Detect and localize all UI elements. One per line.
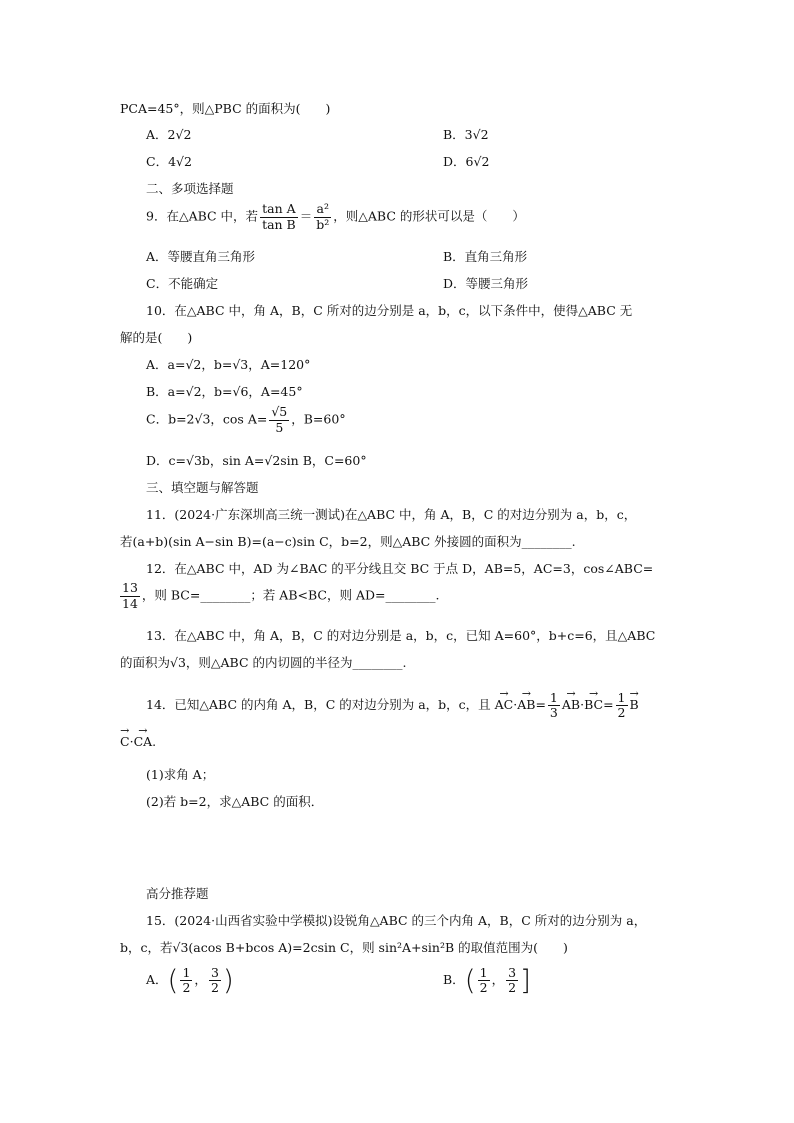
q10-option-c-numerator: √5 <box>271 404 288 419</box>
q10-option-b: B．a=√2，b=√6，A=45° <box>146 384 303 399</box>
q14-vector-ac: → AC <box>495 682 514 719</box>
q15-option-b <box>443 963 531 998</box>
q15-option-b-frac1-den: 2 <box>479 980 488 995</box>
q12-line2 <box>120 582 439 610</box>
q14-fraction-one-half <box>616 689 628 720</box>
q14-vector-ab: → AB <box>517 682 535 719</box>
q14-dot2: · <box>580 697 585 712</box>
q14-vector-c-part: → C <box>120 720 130 755</box>
q14-vector-bc: → BC <box>584 682 603 719</box>
section-title-fill-and-solve: 三、填空题与解答题 <box>146 480 259 495</box>
q12-line1: 12．在△ABC 中，AD 为∠BAC 的平分线且交 BC 于点 D，AB=5，AC=3，cos∠ABC= <box>146 561 654 576</box>
q8-option-a: A．2√2 <box>146 127 192 142</box>
q9-fraction-tan <box>260 203 298 231</box>
q15-option-a-frac1-den: 2 <box>182 980 191 995</box>
q15-option-b-left-bracket: ( <box>464 963 476 997</box>
q10-option-c-fraction <box>269 406 289 434</box>
q8-option-b: B．3√2 <box>443 127 489 142</box>
q9-option-d: D．等腰三角形 <box>443 276 529 291</box>
q13-line2: 的面积为√3，则△ABC 的内切圆的半径为________. <box>120 655 407 670</box>
q14-fraction-one-third <box>548 689 560 720</box>
q14-vector-ab-2: → AB <box>562 682 580 719</box>
q12-fraction <box>120 582 140 610</box>
q8-option-c: C．4√2 <box>146 154 192 169</box>
q14-line2 <box>120 720 156 755</box>
q15-option-b-frac2 <box>506 964 518 995</box>
q15-option-a-frac2 <box>209 964 221 995</box>
q10-option-c-prefix: C．b=2√3，cos A= <box>146 411 268 427</box>
q12-line2-text: ，则 BC=________；若 AB<BC，则 AD=________. <box>141 587 440 603</box>
q15-option-a-right-bracket: ) <box>222 963 234 997</box>
q14-prefix: 14．已知△ABC 的内角 A，B，C 的对边分别为 a，b，c，且 <box>146 697 491 712</box>
q14-frac2-numerator: 1 <box>617 689 626 705</box>
section-title-multiple-choice: 二、多项选择题 <box>146 181 234 196</box>
q14-vector-b-part: → B <box>630 682 639 719</box>
q14-dot1: · <box>513 697 518 712</box>
q15-line1: 15．(2024·山西省实验中学模拟)设锐角△ABC 的三个内角 A，B，C 所对的边分别为 a， <box>146 913 647 928</box>
q14-line1 <box>146 682 639 720</box>
q9-frac1-numerator: tan A <box>260 203 298 218</box>
q12-frac-denominator: 14 <box>122 595 138 611</box>
q15-option-b-sep: ， <box>491 972 505 987</box>
q15-option-a-frac2-num: 3 <box>210 964 219 980</box>
q10-option-a: A．a=√2，b=√3，A=120° <box>146 357 311 372</box>
q9-equals: ＝ <box>299 208 313 224</box>
q9-fraction-sides <box>314 203 331 231</box>
q9-option-b: B．直角三角形 <box>443 249 528 264</box>
q8-option-d: D．6√2 <box>443 154 490 169</box>
q9-prefix: 9．在△ABC 中，若 <box>146 208 259 224</box>
q10-option-c <box>146 406 346 434</box>
q15-option-a-frac1-num: 1 <box>182 964 191 980</box>
q12-frac-numerator: 13 <box>122 580 138 595</box>
q9-option-c: C．不能确定 <box>146 276 219 291</box>
q9-frac2-denominator: b² <box>316 216 330 232</box>
q15-option-a-label: A． <box>146 972 168 987</box>
q10-stem-line2: 解的是( ) <box>120 330 193 345</box>
q14-equals1: = <box>535 697 546 712</box>
q15-option-a-frac2-den: 2 <box>210 980 219 995</box>
q10-stem-line1: 10．在△ABC 中，角 A，B，C 所对的边分别是 a，b，c，以下条件中，使得△ABC 无 <box>146 303 633 318</box>
q10-option-c-suffix: ，B=60° <box>291 411 346 427</box>
section-title-recommended: 高分推荐题 <box>146 886 209 901</box>
q13-line1: 13．在△ABC 中，角 A，B，C 的对边分别是 a，b，c，已知 A=60°，b+c=6，且△ABC <box>146 628 656 643</box>
q9-suffix: ，则△ABC 的形状可以是（ ） <box>333 208 525 224</box>
q11-line2: 若(a+b)(sin A−sin B)=(a−c)sin C，b=2，则△ABC 外接圆的面积为________. <box>120 534 576 549</box>
q15-option-b-right-bracket: ] <box>520 963 531 997</box>
q9-frac1-denominator: tan B <box>262 216 296 232</box>
q15-option-b-frac2-den: 2 <box>508 980 517 995</box>
q9-stem <box>146 203 525 231</box>
q14-frac1-numerator: 1 <box>549 689 558 705</box>
q14-equals2: = <box>603 697 614 712</box>
q10-option-c-denominator: 5 <box>275 419 284 435</box>
q15-option-a-left-bracket: ( <box>167 963 179 997</box>
q15-option-a-frac1 <box>180 964 192 995</box>
q14-frac1-denominator: 3 <box>549 705 558 720</box>
q15-option-b-frac1 <box>478 964 490 995</box>
q15-option-b-label: B． <box>443 972 465 987</box>
q15-line2: b，c，若√3(acos B+bcos A)=2csin C，则 sin²A+sin²B 的取值范围为( ) <box>120 940 568 955</box>
q8-tail: PCA=45°，则△PBC 的面积为( ) <box>120 101 331 116</box>
q14-dot3: · <box>129 734 134 749</box>
q14-subquestion-1: (1)求角 A； <box>146 767 215 782</box>
q15-option-b-frac2-num: 3 <box>508 964 517 980</box>
q9-option-a: A．等腰直角三角形 <box>146 249 256 264</box>
q9-frac2-numerator: a² <box>314 203 331 218</box>
q15-option-a <box>146 963 234 998</box>
q14-line2-end: . <box>152 734 157 749</box>
q15-option-a-sep: ， <box>194 972 207 987</box>
q14-vector-ca: → CA <box>134 720 153 755</box>
q11-line1: 11．(2024·广东深圳高三统一测试)在△ABC 中，角 A，B，C 的对边分别为 a，b，c， <box>146 507 637 522</box>
q14-frac2-denominator: 2 <box>617 705 626 720</box>
q10-option-d: D．c=√3b，sin A=√2sin B，C=60° <box>146 453 367 468</box>
q14-subquestion-2: (2)若 b=2，求△ABC 的面积． <box>146 794 324 809</box>
q15-option-b-frac1-num: 1 <box>479 964 488 980</box>
